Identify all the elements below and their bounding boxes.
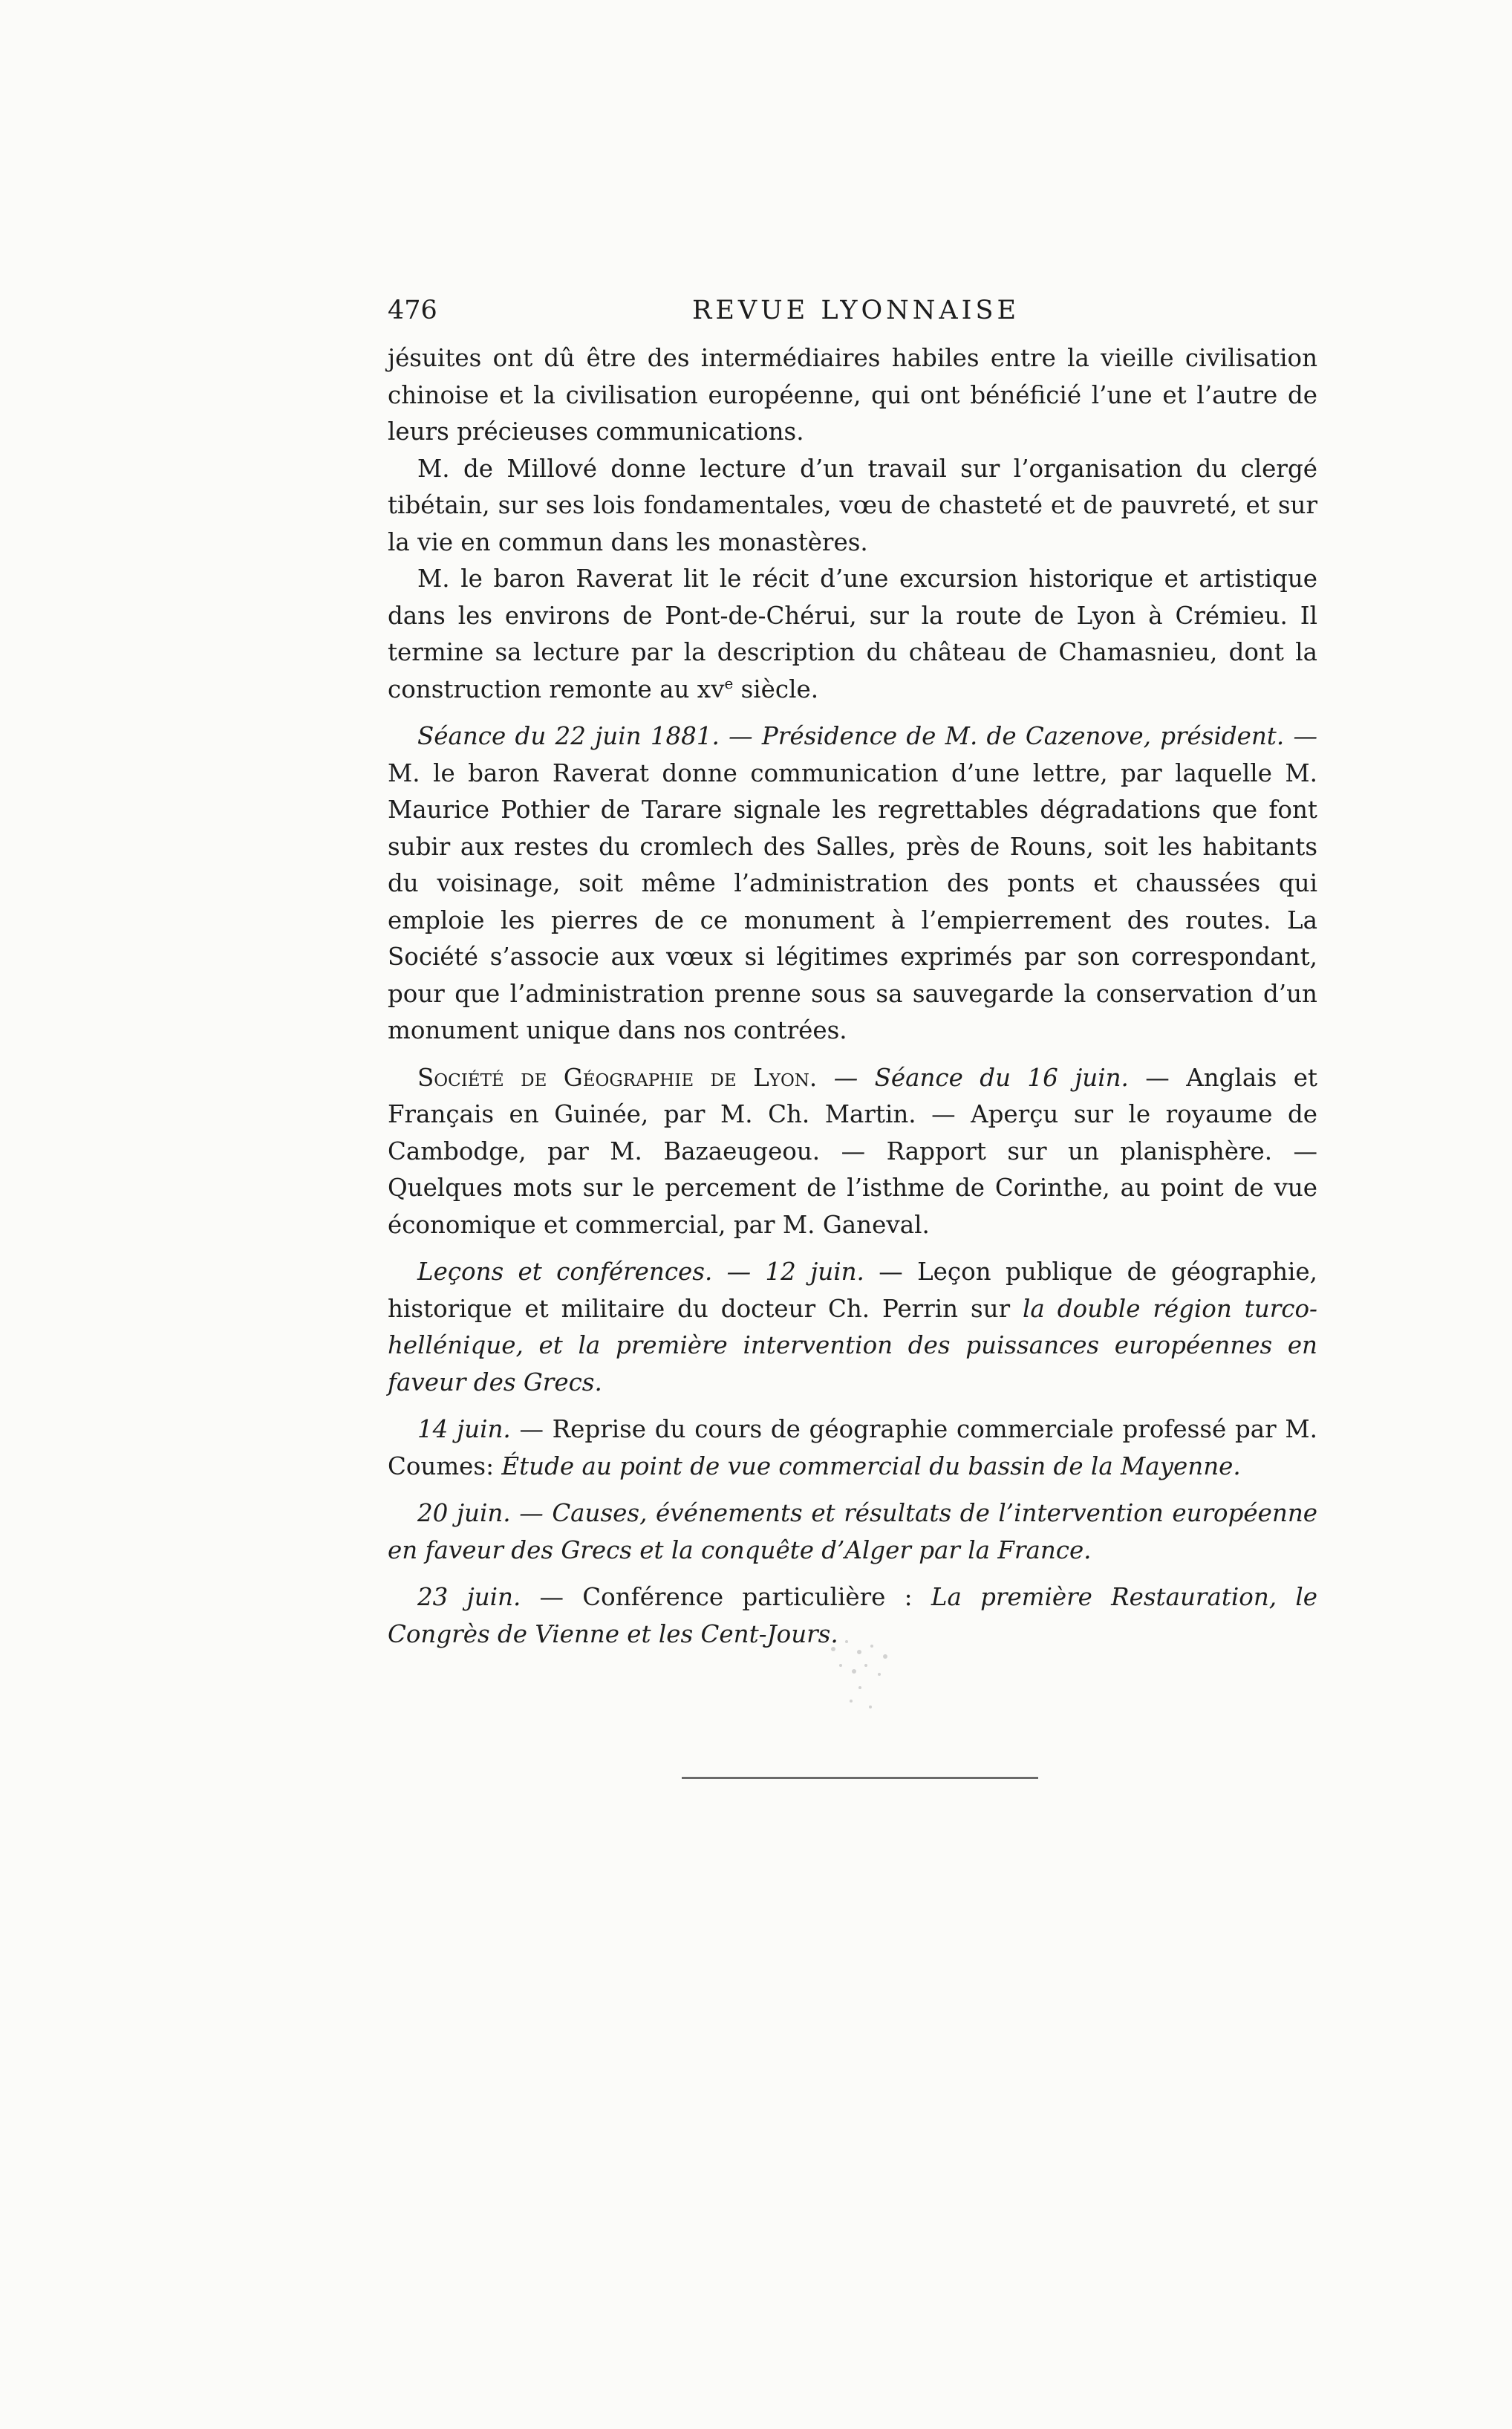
body-23-juin: — Conférence particulière : — [521, 1583, 931, 1611]
paragraph-14-juin — [388, 1411, 1317, 1485]
paragraph-20-juin: 20 juin. — Causes, événements et résultats de l’intervention européenne en faveur des Grecs et la conquête d’Alger par la France. — [388, 1499, 1317, 1564]
society-body: — Anglais et Français en Guinée, par M. Ch. Martin. — Aperçu sur le royaume de Cambodge, par M. Bazaeugeou. — Rapport sur un planisphère. — Quelques mots sur le percement de l’isthme de Corinthe, au point de vue économique et commercial, par M. Ganeval. — [388, 1063, 1317, 1239]
lecons-title: la double région turco-hellénique, et la première intervention des puissances européennes en faveur des Grecs. — [388, 1294, 1317, 1396]
paragraph-jesuites: jésuites ont dû être des intermédiaires habiles entre la vieille civilisation chinoise et la civilisation européenne, qui ont bénéficié l’une et l’autre de leurs précieuses communications. — [388, 344, 1317, 446]
page-text-block — [388, 296, 1317, 1653]
lecons-heading: Leçons et conférences. — 12 juin. — [417, 1258, 864, 1286]
century-superscript: e — [724, 674, 734, 692]
library-stamp-mark — [789, 1619, 930, 1731]
paragraph-raverat — [388, 561, 1317, 708]
paragraph-raverat-end: siècle. — [733, 674, 819, 703]
end-rule-divider — [682, 1777, 1038, 1779]
seance-heading: Séance du 22 juin 1881. — Présidence de M. de Cazenove, président. — — [417, 722, 1317, 750]
title-23-juin: La première Restauration, le Congrès de Vienne et les Cent-Jours. — [388, 1583, 1317, 1648]
lecons-body: — Leçon publique de géographie, historique et militaire du docteur Ch. Perrin sur — [388, 1258, 1317, 1323]
paragraph-seance-22-juin — [388, 718, 1317, 1050]
body-14-juin: — Reprise du cours de géographie commerciale professé par M. Coumes: — [388, 1415, 1318, 1480]
paragraph-millove: M. de Millové donne lecture d’un travail sur l’organisation du clergé tibétain, sur ses lois fondamentales, vœu de chasteté et de pauvreté, et sur la vie en commun dans les monastères. — [388, 454, 1317, 556]
date-14-juin: 14 juin. — [417, 1415, 511, 1443]
page-number: 476 — [388, 296, 437, 325]
journal-title: REVUE LYONNAISE — [692, 296, 1020, 325]
date-23-juin: 23 juin. — [417, 1583, 521, 1611]
paragraph-societe-geographie — [388, 1060, 1317, 1244]
title-14-juin: Étude au point de vue commercial du bassin de la Mayenne. — [501, 1451, 1241, 1480]
paragraph-lecons — [388, 1254, 1317, 1401]
society-session: — Séance du 16 juin. — [817, 1063, 1129, 1092]
seance-body: M. le baron Raverat donne communication d’une lettre, par laquelle M. Maurice Pothier de Tarare signale les regrettables dégradations que font subir aux restes du cromlech des Salles, près de Rouns, soit les habitants du voisinage, soit même l’administration des ponts et chaussées qui emploie les pierres de ce monument à l’empierrement des routes. La Société s’associe aux vœux si légitimes exprimés par son correspondant, pour que l’administration prenne sous sa sauvegarde la conservation d’un monument unique dans nos contrées. — [388, 758, 1317, 1044]
society-name: Société de Géographie de Lyon. — [417, 1063, 818, 1092]
paragraph-raverat-text: M. le baron Raverat lit le récit d’une excursion historique et artistique dans les environs de Pont-de-Chérui, sur la route de Lyon à Crémieu. Il termine sa lecture par la description du château de Chamasnieu, dont la construction remonte au xv — [388, 565, 1317, 703]
running-head — [388, 296, 1317, 340]
